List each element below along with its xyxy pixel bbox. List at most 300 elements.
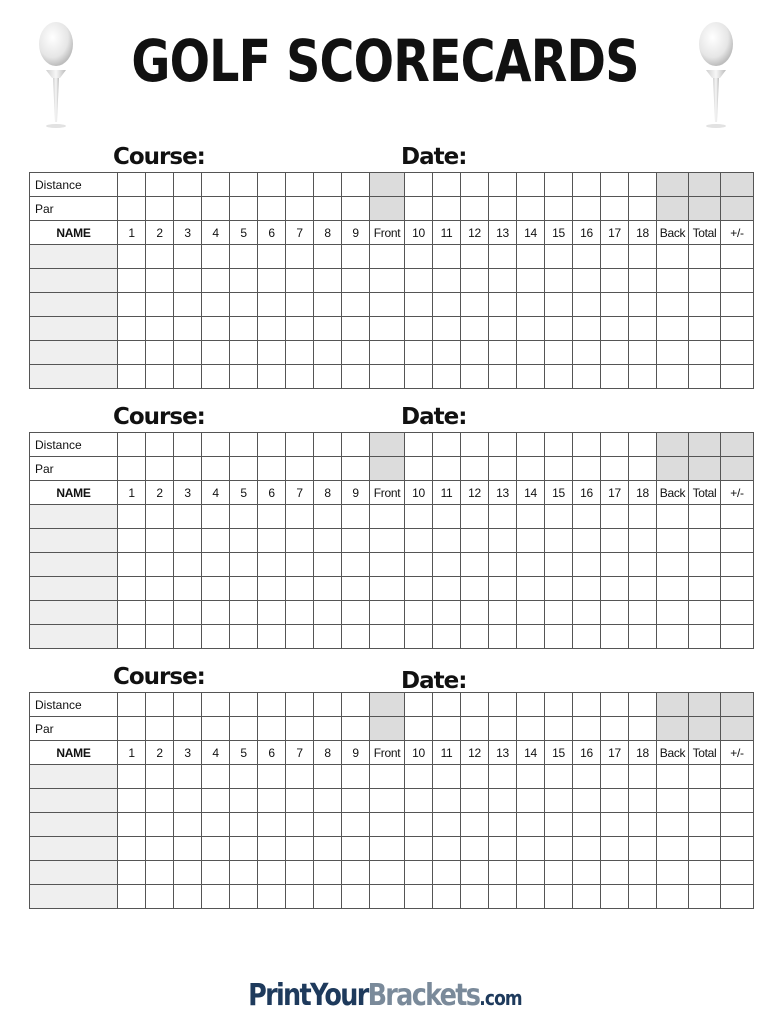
- score-cell[interactable]: [174, 529, 202, 553]
- score-cell[interactable]: [461, 861, 489, 885]
- score-cell[interactable]: [118, 813, 146, 837]
- score-cell[interactable]: [461, 317, 489, 341]
- par-cell[interactable]: [573, 457, 601, 481]
- score-cell[interactable]: [405, 789, 433, 813]
- score-cell[interactable]: [118, 365, 146, 389]
- par-cell[interactable]: [405, 457, 433, 481]
- score-cell[interactable]: [146, 577, 174, 601]
- distance-back-cell[interactable]: [657, 693, 689, 717]
- score-cell[interactable]: [286, 293, 314, 317]
- score-cell[interactable]: [342, 577, 370, 601]
- score-cell[interactable]: [405, 861, 433, 885]
- par-cell[interactable]: [433, 717, 461, 741]
- par-cell[interactable]: [202, 457, 230, 481]
- distance-cell[interactable]: [314, 693, 342, 717]
- score-cell[interactable]: [545, 837, 573, 861]
- score-cell[interactable]: [230, 885, 258, 909]
- score-cell[interactable]: [405, 269, 433, 293]
- distance-cell[interactable]: [342, 433, 370, 457]
- score-cell[interactable]: [601, 789, 629, 813]
- distance-cell[interactable]: [461, 693, 489, 717]
- score-cell[interactable]: [721, 269, 754, 293]
- score-cell[interactable]: [689, 813, 721, 837]
- distance-cell[interactable]: [433, 693, 461, 717]
- par-cell[interactable]: [230, 457, 258, 481]
- par-cell[interactable]: [489, 197, 517, 221]
- score-cell[interactable]: [118, 837, 146, 861]
- score-cell[interactable]: [573, 293, 601, 317]
- par-cell[interactable]: [629, 717, 657, 741]
- par-cell[interactable]: [146, 717, 174, 741]
- score-cell[interactable]: [721, 553, 754, 577]
- score-cell[interactable]: [230, 577, 258, 601]
- score-cell[interactable]: [286, 625, 314, 649]
- score-cell[interactable]: [286, 813, 314, 837]
- score-cell[interactable]: [629, 765, 657, 789]
- score-cell[interactable]: [314, 765, 342, 789]
- score-cell[interactable]: [174, 577, 202, 601]
- score-cell[interactable]: [405, 837, 433, 861]
- score-cell[interactable]: [405, 553, 433, 577]
- score-cell[interactable]: [433, 765, 461, 789]
- score-cell[interactable]: [657, 553, 689, 577]
- score-cell[interactable]: [118, 245, 146, 269]
- score-cell[interactable]: [342, 625, 370, 649]
- score-cell[interactable]: [230, 861, 258, 885]
- score-cell[interactable]: [146, 317, 174, 341]
- distance-cell[interactable]: [573, 173, 601, 197]
- score-cell[interactable]: [370, 885, 405, 909]
- score-cell[interactable]: [573, 885, 601, 909]
- score-cell[interactable]: [517, 365, 545, 389]
- distance-cell[interactable]: [230, 693, 258, 717]
- score-cell[interactable]: [433, 269, 461, 293]
- score-cell[interactable]: [118, 861, 146, 885]
- score-cell[interactable]: [517, 577, 545, 601]
- score-cell[interactable]: [342, 245, 370, 269]
- score-cell[interactable]: [433, 861, 461, 885]
- score-cell[interactable]: [657, 245, 689, 269]
- par-cell[interactable]: [314, 717, 342, 741]
- par-cell[interactable]: [286, 457, 314, 481]
- score-cell[interactable]: [370, 601, 405, 625]
- score-cell[interactable]: [601, 765, 629, 789]
- score-cell[interactable]: [202, 529, 230, 553]
- score-cell[interactable]: [489, 813, 517, 837]
- score-cell[interactable]: [174, 601, 202, 625]
- score-cell[interactable]: [433, 317, 461, 341]
- score-cell[interactable]: [202, 601, 230, 625]
- score-cell[interactable]: [489, 245, 517, 269]
- score-cell[interactable]: [629, 341, 657, 365]
- score-cell[interactable]: [461, 505, 489, 529]
- distance-plusminus-cell[interactable]: [721, 433, 754, 457]
- score-cell[interactable]: [517, 293, 545, 317]
- distance-front-cell[interactable]: [370, 433, 405, 457]
- score-cell[interactable]: [629, 813, 657, 837]
- score-cell[interactable]: [517, 765, 545, 789]
- score-cell[interactable]: [629, 625, 657, 649]
- distance-cell[interactable]: [405, 173, 433, 197]
- score-cell[interactable]: [370, 341, 405, 365]
- score-cell[interactable]: [174, 341, 202, 365]
- score-cell[interactable]: [286, 789, 314, 813]
- score-cell[interactable]: [146, 601, 174, 625]
- score-cell[interactable]: [286, 765, 314, 789]
- score-cell[interactable]: [461, 293, 489, 317]
- score-cell[interactable]: [286, 577, 314, 601]
- score-cell[interactable]: [517, 813, 545, 837]
- score-cell[interactable]: [517, 505, 545, 529]
- par-cell[interactable]: [601, 457, 629, 481]
- score-cell[interactable]: [721, 885, 754, 909]
- score-cell[interactable]: [370, 625, 405, 649]
- score-cell[interactable]: [629, 789, 657, 813]
- score-cell[interactable]: [461, 245, 489, 269]
- par-cell[interactable]: [202, 717, 230, 741]
- score-cell[interactable]: [370, 529, 405, 553]
- distance-cell[interactable]: [545, 173, 573, 197]
- score-cell[interactable]: [118, 577, 146, 601]
- score-cell[interactable]: [573, 765, 601, 789]
- score-cell[interactable]: [118, 789, 146, 813]
- par-cell[interactable]: [286, 197, 314, 221]
- score-cell[interactable]: [545, 317, 573, 341]
- score-cell[interactable]: [118, 341, 146, 365]
- score-cell[interactable]: [174, 293, 202, 317]
- score-cell[interactable]: [601, 553, 629, 577]
- score-cell[interactable]: [721, 625, 754, 649]
- score-cell[interactable]: [433, 885, 461, 909]
- score-cell[interactable]: [146, 341, 174, 365]
- par-plusminus-cell[interactable]: [721, 197, 754, 221]
- par-cell[interactable]: [258, 717, 286, 741]
- distance-cell[interactable]: [573, 693, 601, 717]
- score-cell[interactable]: [314, 885, 342, 909]
- score-cell[interactable]: [174, 505, 202, 529]
- score-cell[interactable]: [202, 341, 230, 365]
- score-cell[interactable]: [286, 505, 314, 529]
- score-cell[interactable]: [433, 837, 461, 861]
- score-cell[interactable]: [342, 317, 370, 341]
- par-cell[interactable]: [202, 197, 230, 221]
- par-total-cell[interactable]: [689, 197, 721, 221]
- score-cell[interactable]: [489, 625, 517, 649]
- score-cell[interactable]: [461, 789, 489, 813]
- score-cell[interactable]: [314, 269, 342, 293]
- score-cell[interactable]: [517, 317, 545, 341]
- score-cell[interactable]: [286, 837, 314, 861]
- score-cell[interactable]: [721, 293, 754, 317]
- score-cell[interactable]: [174, 317, 202, 341]
- score-cell[interactable]: [629, 553, 657, 577]
- distance-plusminus-cell[interactable]: [721, 693, 754, 717]
- score-cell[interactable]: [657, 341, 689, 365]
- score-cell[interactable]: [517, 529, 545, 553]
- score-cell[interactable]: [573, 813, 601, 837]
- score-cell[interactable]: [545, 341, 573, 365]
- score-cell[interactable]: [202, 245, 230, 269]
- par-cell[interactable]: [545, 457, 573, 481]
- score-cell[interactable]: [721, 365, 754, 389]
- score-cell[interactable]: [517, 553, 545, 577]
- score-cell[interactable]: [370, 813, 405, 837]
- score-cell[interactable]: [545, 505, 573, 529]
- distance-cell[interactable]: [118, 173, 146, 197]
- score-cell[interactable]: [314, 837, 342, 861]
- distance-cell[interactable]: [230, 433, 258, 457]
- score-cell[interactable]: [721, 765, 754, 789]
- score-cell[interactable]: [689, 577, 721, 601]
- score-cell[interactable]: [286, 885, 314, 909]
- score-cell[interactable]: [433, 789, 461, 813]
- par-cell[interactable]: [146, 197, 174, 221]
- score-cell[interactable]: [258, 529, 286, 553]
- distance-cell[interactable]: [258, 433, 286, 457]
- score-cell[interactable]: [342, 341, 370, 365]
- score-cell[interactable]: [202, 625, 230, 649]
- score-cell[interactable]: [489, 293, 517, 317]
- score-cell[interactable]: [342, 601, 370, 625]
- score-cell[interactable]: [657, 789, 689, 813]
- distance-cell[interactable]: [461, 433, 489, 457]
- player-name-cell[interactable]: [30, 885, 118, 909]
- score-cell[interactable]: [174, 789, 202, 813]
- score-cell[interactable]: [689, 837, 721, 861]
- player-name-cell[interactable]: [30, 577, 118, 601]
- score-cell[interactable]: [258, 269, 286, 293]
- score-cell[interactable]: [370, 765, 405, 789]
- par-back-cell[interactable]: [657, 197, 689, 221]
- score-cell[interactable]: [517, 625, 545, 649]
- par-cell[interactable]: [461, 717, 489, 741]
- score-cell[interactable]: [230, 365, 258, 389]
- score-cell[interactable]: [657, 601, 689, 625]
- player-name-cell[interactable]: [30, 341, 118, 365]
- score-cell[interactable]: [433, 365, 461, 389]
- score-cell[interactable]: [258, 861, 286, 885]
- score-cell[interactable]: [461, 765, 489, 789]
- score-cell[interactable]: [573, 505, 601, 529]
- score-cell[interactable]: [118, 505, 146, 529]
- par-cell[interactable]: [461, 197, 489, 221]
- score-cell[interactable]: [601, 505, 629, 529]
- score-cell[interactable]: [721, 317, 754, 341]
- score-cell[interactable]: [314, 861, 342, 885]
- score-cell[interactable]: [517, 245, 545, 269]
- score-cell[interactable]: [689, 625, 721, 649]
- score-cell[interactable]: [461, 365, 489, 389]
- par-back-cell[interactable]: [657, 457, 689, 481]
- par-cell[interactable]: [258, 457, 286, 481]
- score-cell[interactable]: [202, 293, 230, 317]
- score-cell[interactable]: [314, 317, 342, 341]
- score-cell[interactable]: [258, 553, 286, 577]
- score-cell[interactable]: [342, 765, 370, 789]
- score-cell[interactable]: [174, 245, 202, 269]
- score-cell[interactable]: [286, 365, 314, 389]
- score-cell[interactable]: [258, 885, 286, 909]
- distance-cell[interactable]: [342, 693, 370, 717]
- score-cell[interactable]: [342, 789, 370, 813]
- score-cell[interactable]: [174, 885, 202, 909]
- par-cell[interactable]: [314, 457, 342, 481]
- score-cell[interactable]: [230, 245, 258, 269]
- par-cell[interactable]: [405, 197, 433, 221]
- score-cell[interactable]: [230, 601, 258, 625]
- distance-cell[interactable]: [118, 693, 146, 717]
- score-cell[interactable]: [657, 365, 689, 389]
- score-cell[interactable]: [573, 577, 601, 601]
- score-cell[interactable]: [405, 317, 433, 341]
- score-cell[interactable]: [314, 553, 342, 577]
- score-cell[interactable]: [258, 789, 286, 813]
- score-cell[interactable]: [342, 365, 370, 389]
- score-cell[interactable]: [202, 765, 230, 789]
- score-cell[interactable]: [174, 553, 202, 577]
- distance-front-cell[interactable]: [370, 173, 405, 197]
- score-cell[interactable]: [601, 813, 629, 837]
- score-cell[interactable]: [370, 245, 405, 269]
- score-cell[interactable]: [517, 837, 545, 861]
- score-cell[interactable]: [573, 625, 601, 649]
- score-cell[interactable]: [433, 577, 461, 601]
- score-cell[interactable]: [174, 625, 202, 649]
- distance-cell[interactable]: [258, 693, 286, 717]
- score-cell[interactable]: [721, 861, 754, 885]
- distance-cell[interactable]: [601, 693, 629, 717]
- score-cell[interactable]: [258, 505, 286, 529]
- score-cell[interactable]: [118, 625, 146, 649]
- distance-cell[interactable]: [461, 173, 489, 197]
- score-cell[interactable]: [517, 861, 545, 885]
- distance-cell[interactable]: [489, 433, 517, 457]
- score-cell[interactable]: [405, 365, 433, 389]
- score-cell[interactable]: [601, 837, 629, 861]
- score-cell[interactable]: [689, 245, 721, 269]
- score-cell[interactable]: [545, 601, 573, 625]
- score-cell[interactable]: [342, 269, 370, 293]
- score-cell[interactable]: [286, 269, 314, 293]
- score-cell[interactable]: [433, 553, 461, 577]
- score-cell[interactable]: [230, 317, 258, 341]
- score-cell[interactable]: [230, 789, 258, 813]
- score-cell[interactable]: [342, 837, 370, 861]
- par-cell[interactable]: [342, 717, 370, 741]
- player-name-cell[interactable]: [30, 625, 118, 649]
- score-cell[interactable]: [286, 317, 314, 341]
- score-cell[interactable]: [174, 765, 202, 789]
- distance-cell[interactable]: [517, 173, 545, 197]
- score-cell[interactable]: [721, 789, 754, 813]
- score-cell[interactable]: [146, 245, 174, 269]
- score-cell[interactable]: [405, 341, 433, 365]
- score-cell[interactable]: [629, 245, 657, 269]
- par-plusminus-cell[interactable]: [721, 717, 754, 741]
- score-cell[interactable]: [629, 317, 657, 341]
- score-cell[interactable]: [146, 861, 174, 885]
- par-cell[interactable]: [342, 457, 370, 481]
- score-cell[interactable]: [370, 293, 405, 317]
- score-cell[interactable]: [230, 765, 258, 789]
- score-cell[interactable]: [286, 861, 314, 885]
- score-cell[interactable]: [489, 341, 517, 365]
- player-name-cell[interactable]: [30, 365, 118, 389]
- score-cell[interactable]: [370, 505, 405, 529]
- score-cell[interactable]: [405, 293, 433, 317]
- score-cell[interactable]: [629, 885, 657, 909]
- distance-cell[interactable]: [433, 173, 461, 197]
- score-cell[interactable]: [342, 529, 370, 553]
- score-cell[interactable]: [689, 789, 721, 813]
- par-cell[interactable]: [230, 717, 258, 741]
- score-cell[interactable]: [573, 317, 601, 341]
- par-cell[interactable]: [601, 197, 629, 221]
- score-cell[interactable]: [657, 813, 689, 837]
- score-cell[interactable]: [405, 765, 433, 789]
- par-front-cell[interactable]: [370, 457, 405, 481]
- score-cell[interactable]: [118, 317, 146, 341]
- score-cell[interactable]: [202, 885, 230, 909]
- score-cell[interactable]: [258, 341, 286, 365]
- player-name-cell[interactable]: [30, 789, 118, 813]
- score-cell[interactable]: [461, 341, 489, 365]
- player-name-cell[interactable]: [30, 505, 118, 529]
- distance-cell[interactable]: [286, 433, 314, 457]
- score-cell[interactable]: [258, 601, 286, 625]
- score-cell[interactable]: [689, 765, 721, 789]
- score-cell[interactable]: [601, 885, 629, 909]
- score-cell[interactable]: [657, 577, 689, 601]
- score-cell[interactable]: [545, 245, 573, 269]
- score-cell[interactable]: [629, 505, 657, 529]
- distance-cell[interactable]: [601, 433, 629, 457]
- score-cell[interactable]: [573, 553, 601, 577]
- score-cell[interactable]: [370, 789, 405, 813]
- score-cell[interactable]: [721, 601, 754, 625]
- score-cell[interactable]: [230, 269, 258, 293]
- score-cell[interactable]: [258, 625, 286, 649]
- score-cell[interactable]: [657, 837, 689, 861]
- score-cell[interactable]: [174, 837, 202, 861]
- distance-cell[interactable]: [202, 433, 230, 457]
- score-cell[interactable]: [721, 813, 754, 837]
- par-cell[interactable]: [405, 717, 433, 741]
- score-cell[interactable]: [146, 765, 174, 789]
- distance-cell[interactable]: [314, 433, 342, 457]
- score-cell[interactable]: [461, 529, 489, 553]
- score-cell[interactable]: [489, 861, 517, 885]
- score-cell[interactable]: [461, 837, 489, 861]
- distance-cell[interactable]: [489, 693, 517, 717]
- par-cell[interactable]: [433, 457, 461, 481]
- score-cell[interactable]: [601, 601, 629, 625]
- score-cell[interactable]: [433, 625, 461, 649]
- par-plusminus-cell[interactable]: [721, 457, 754, 481]
- score-cell[interactable]: [202, 317, 230, 341]
- distance-cell[interactable]: [286, 693, 314, 717]
- score-cell[interactable]: [545, 885, 573, 909]
- score-cell[interactable]: [405, 813, 433, 837]
- score-cell[interactable]: [230, 293, 258, 317]
- distance-cell[interactable]: [202, 173, 230, 197]
- score-cell[interactable]: [689, 341, 721, 365]
- score-cell[interactable]: [573, 861, 601, 885]
- score-cell[interactable]: [545, 269, 573, 293]
- score-cell[interactable]: [174, 269, 202, 293]
- par-cell[interactable]: [601, 717, 629, 741]
- score-cell[interactable]: [629, 269, 657, 293]
